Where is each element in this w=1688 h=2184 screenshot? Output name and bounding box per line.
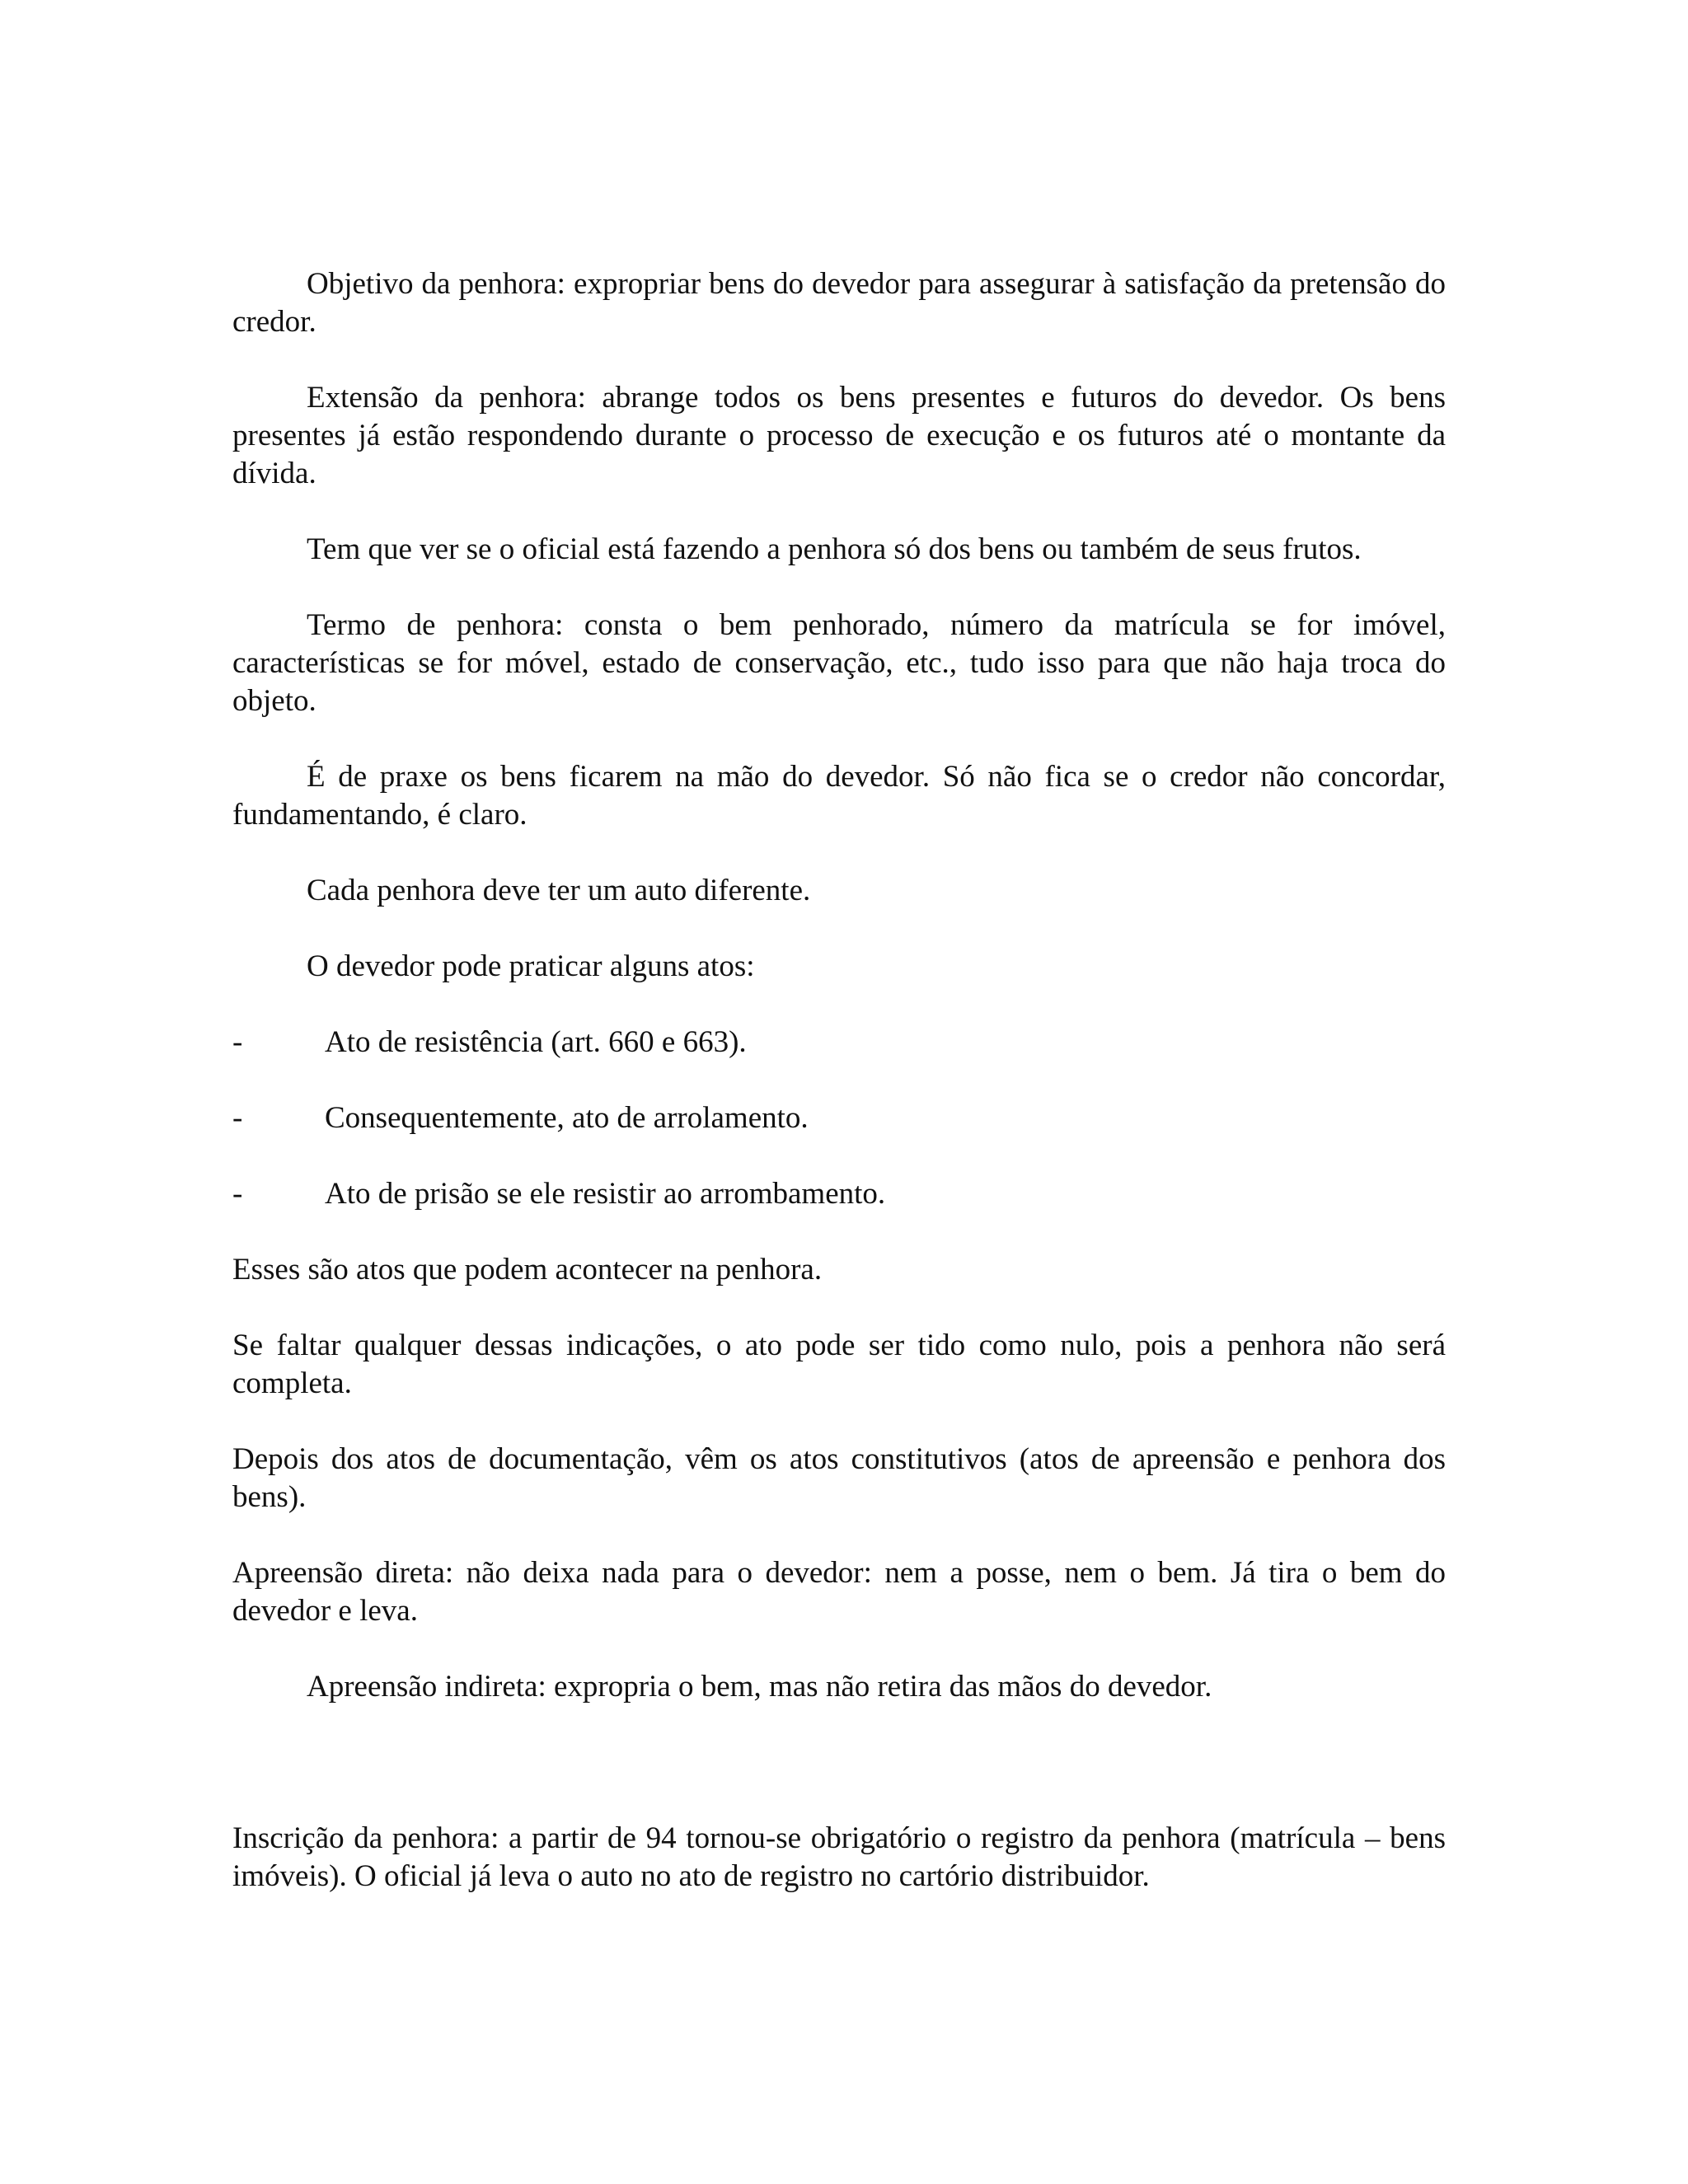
document-body <box>232 265 1446 1933</box>
paragraph-inscricao: Inscrição da penhora: a partir de 94 tornou-se obrigatório o registro da penhora (matrícula – bens imóveis). O oficial já leva o auto no ato de registro no cartório distribuidor. <box>232 1821 1446 1893</box>
paragraph-extensao: Extensão da penhora: abrange todos os bens presentes e futuros do devedor. Os bens presentes já estão respondendo durante o processo de execução e os futuros até o montante da dívida. <box>232 381 1446 490</box>
paragraph-objetivo: Objetivo da penhora: expropriar bens do devedor para assegurar à satisfação da pretensão do credor. <box>232 267 1446 339</box>
list-item-text: Ato de prisão se ele resistir ao arrombamento. <box>325 1177 886 1211</box>
paragraph-apreensao-direta: Apreensão direta: não deixa nada para o devedor: nem a posse, nem o bem. Já tira o bem do devedor e leva. <box>232 1556 1446 1628</box>
paragraph-apreensao-indireta: Apreensão indireta: expropria o bem, mas não retira das mãos do devedor. <box>307 1670 1212 1704</box>
list-item-text: Consequentemente, ato de arrolamento. <box>325 1101 809 1135</box>
bullet-dash: - <box>232 1177 243 1211</box>
paragraph-esses-atos: Esses são atos que podem acontecer na penhora. <box>232 1253 823 1286</box>
paragraph-atos-constitutivos: Depois dos atos de documentação, vêm os atos constitutivos (atos de apreensão e penhora dos bens). <box>232 1442 1446 1514</box>
bullet-dash: - <box>232 1101 243 1135</box>
list-item <box>232 1099 1446 1137</box>
list-item <box>232 1175 1446 1213</box>
bullet-dash: - <box>232 1025 243 1059</box>
paragraph-nulidade: Se faltar qualquer dessas indicações, o ato pode ser tido como nulo, pois a penhora não será completa. <box>232 1329 1446 1400</box>
list-item <box>232 1024 1446 1062</box>
paragraph-termo: Termo de penhora: consta o bem penhorado, número da matrícula se for imóvel, características se for móvel, estado de conservação, etc., tudo isso para que não haja troca do objeto. <box>232 608 1446 718</box>
list-item-text: Ato de resistência (art. 660 e 663). <box>325 1025 747 1059</box>
paragraph-cada-penhora: Cada penhora deve ter um auto diferente. <box>307 874 811 907</box>
paragraph-oficial-frutos: Tem que ver se o oficial está fazendo a penhora só dos bens ou também de seus frutos. <box>307 532 1362 566</box>
paragraph-devedor-atos: O devedor pode praticar alguns atos: <box>307 949 755 983</box>
paragraph-praxe: É de praxe os bens ficarem na mão do devedor. Só não fica se o credor não concordar, fundamentando, é claro. <box>232 760 1446 832</box>
